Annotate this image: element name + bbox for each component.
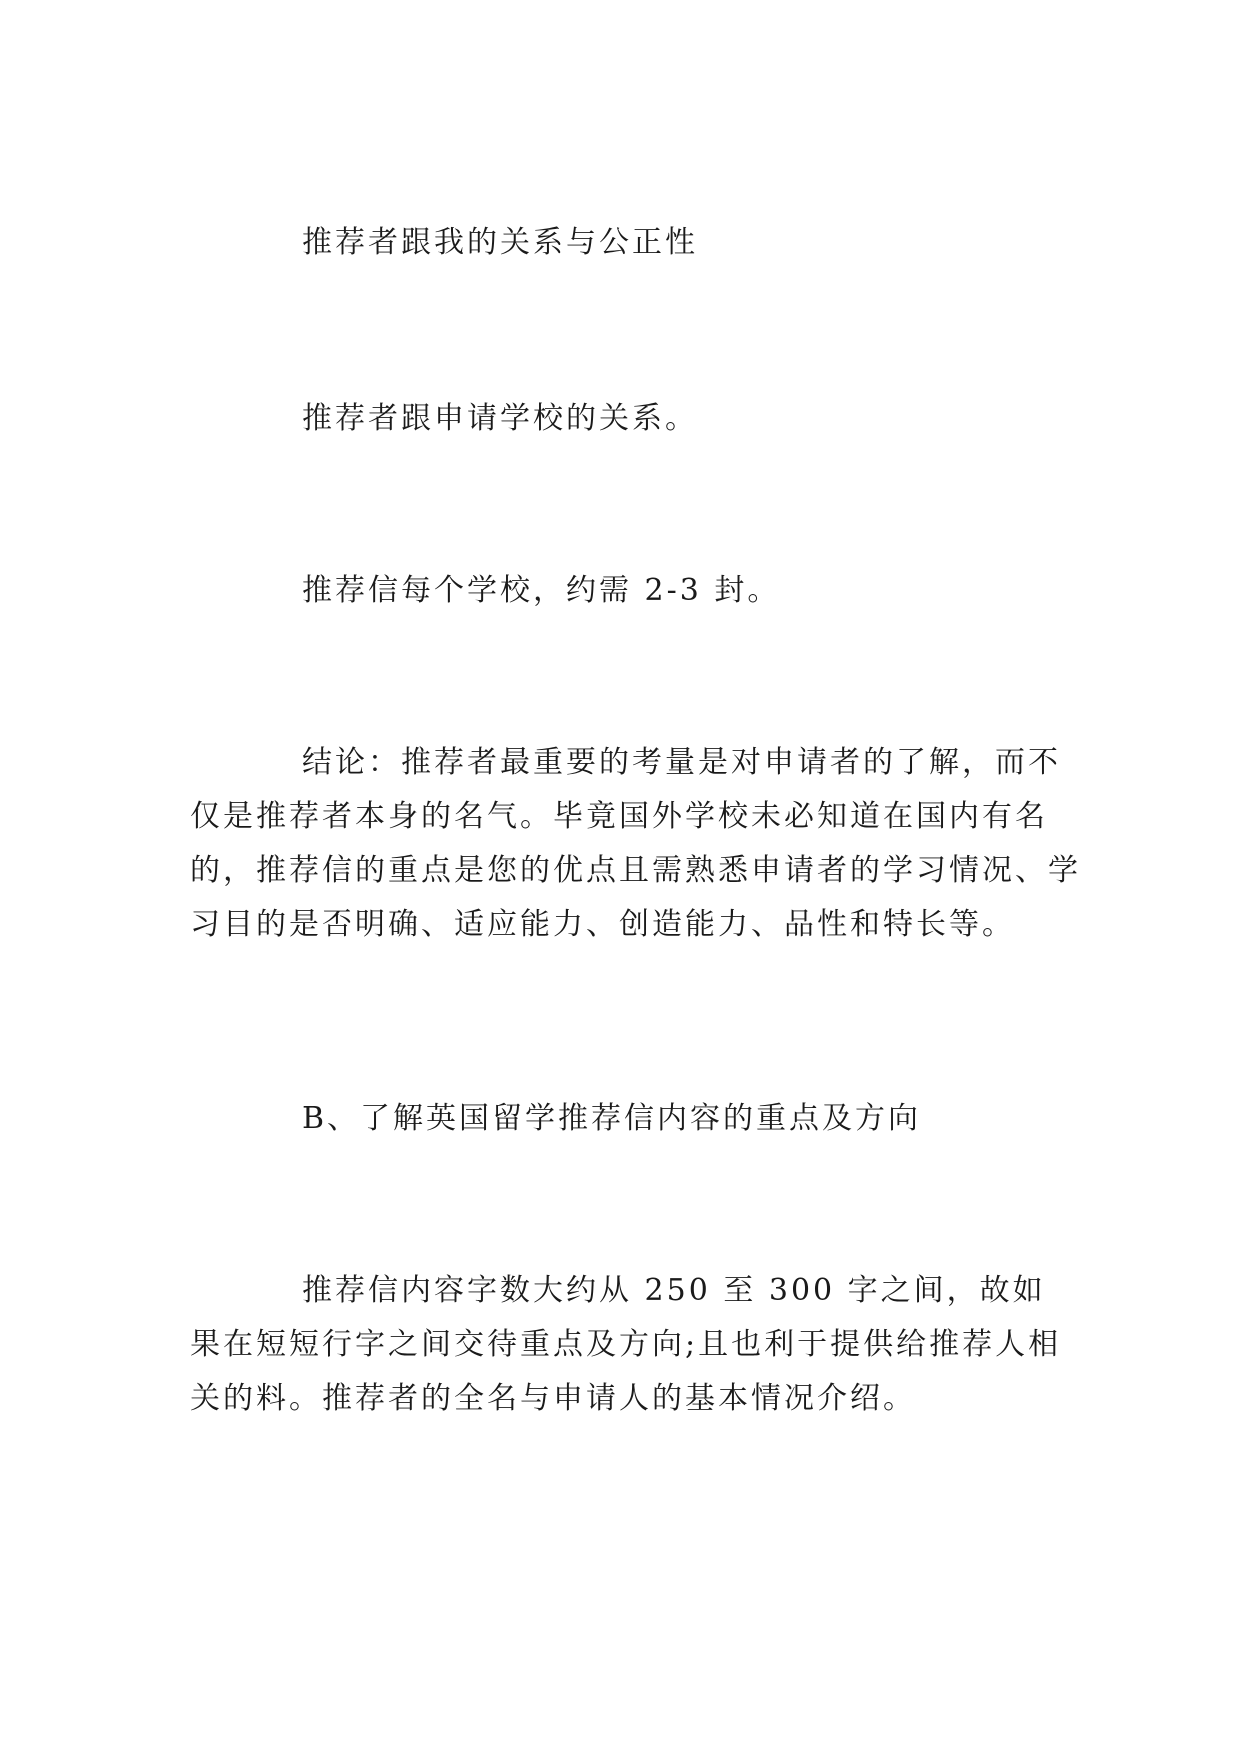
paragraph-recommender-relationship: 推荐者跟我的关系与公正性: [302, 225, 698, 260]
paragraph-letter-length: 推荐信内容字数大约从 250 至 300 字之间，故如果在短短行字之间交待重点及方向;且也利于提供给推荐人相关的料。推荐者的全名与申请人的基本情况介绍。: [190, 1273, 1062, 1416]
paragraph-letter-count: 推荐信每个学校，约需 2-3 封。: [302, 573, 781, 608]
paragraph-conclusion: 结论：推荐者最重要的考量是对申请者的了解，而不仅是推荐者本身的名气。毕竟国外学校未必知道在国内有名的，推荐信的重点是您的优点且需熟悉申请者的学习情况、学习目的是否明确、适应能力、创造能力、品性和特长等。: [190, 745, 1081, 942]
section-heading-b: B、了解英国留学推荐信内容的重点及方向: [302, 1101, 922, 1136]
paragraph-recommender-school-relationship: 推荐者跟申请学校的关系。: [302, 401, 698, 436]
